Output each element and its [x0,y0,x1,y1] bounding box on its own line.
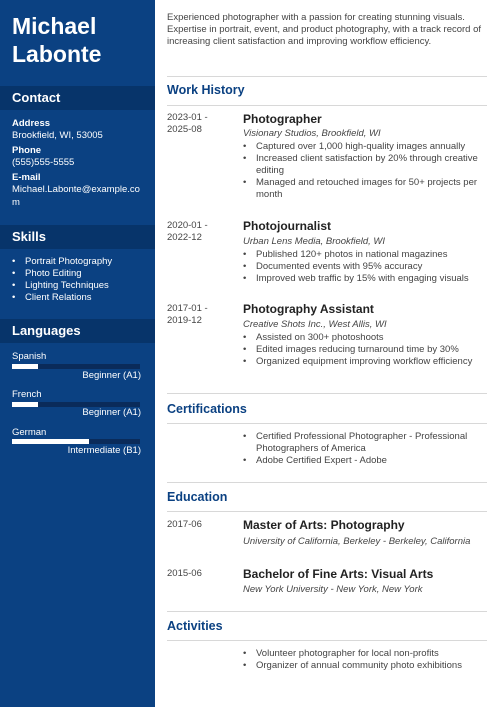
divider [167,611,487,612]
divider [167,482,487,483]
skill-item: • Photo Editing [12,268,112,280]
education-date: 2015-06 [167,568,202,579]
main-content [155,0,500,707]
activities-list [243,648,491,672]
phone-value: (555)555-5555 [12,157,75,168]
language-bar-fill [12,402,38,407]
address-value: Brookfield, WI, 53005 [12,130,103,141]
work-title: Photography Assistant [243,302,374,316]
divider [167,511,487,512]
work-date: 2017-01 - 2019-12 [167,303,208,326]
language-bar-fill [12,439,89,444]
language-name: French [12,389,42,400]
skill-item: • Lighting Techniques [12,280,112,292]
skill-item: • Client Relations [12,292,112,304]
list-item: • Improved web traffic by 15% with engaging visuals [243,273,491,285]
skills-heading: Skills [0,225,155,249]
work-date: 2020-01 - 2022-12 [167,220,208,243]
languages-heading: Languages [0,319,155,343]
email-link[interactable]: Michael.Labonte@example.com [12,184,140,208]
first-name: Michael [12,13,97,39]
education-degree: Master of Arts: Photography [243,518,405,532]
divider [167,105,487,106]
work-bullets [243,332,491,368]
divider [167,640,487,641]
list-item: • Managed and retouched images for 50+ projects per month [243,177,491,201]
list-item: • Assisted on 300+ photoshoots [243,332,491,344]
list-item: • Edited images reducing turnaround time by 30% [243,344,491,356]
list-item: • Captured over 1,000 high-quality images annually [243,141,491,153]
language-bar [12,364,140,369]
certifications-heading: Certifications [167,402,247,416]
list-item: • Organizer of annual community photo exhibitions [243,660,491,672]
work-history-heading: Work History [167,83,245,97]
language-name: Spanish [12,351,47,362]
certifications-list [243,431,491,467]
work-title: Photojournalist [243,219,331,233]
sidebar [0,0,155,707]
candidate-name [12,12,101,68]
work-date: 2023-01 - 2025-08 [167,112,208,135]
language-name: German [12,427,47,438]
list-item: • Organized equipment improving workflow efficiency [243,356,491,368]
list-item: • Adobe Certified Expert - Adobe [243,455,491,467]
list-item: • Volunteer photographer for local non-profits [243,648,491,660]
language-bar-fill [12,364,38,369]
work-company: Urban Lens Media, Brookfield, WI [243,236,386,247]
education-degree: Bachelor of Fine Arts: Visual Arts [243,567,434,581]
language-bar [12,439,140,444]
divider [167,393,487,394]
work-bullets [243,141,491,201]
language-level: Beginner (A1) [82,407,141,418]
work-title: Photographer [243,112,322,126]
address-label: Address [12,118,51,129]
contact-heading: Contact [0,86,155,110]
last-name: Labonte [12,41,102,67]
work-company: Visionary Studios, Brookfield, WI [243,128,381,139]
skills-list [12,256,112,304]
list-item: • Increased client satisfaction by 20% through creative editing [243,153,491,177]
list-item: • Documented events with 95% accuracy [243,261,491,273]
education-school: University of California, Berkeley - Berkeley, California [243,536,471,547]
language-level: Beginner (A1) [82,370,141,381]
email-label: E-mail [12,172,41,183]
activities-heading: Activities [167,619,223,633]
skill-item: • Portrait Photography [12,256,112,268]
work-bullets [243,249,491,285]
list-item: • Published 120+ photos in national magazines [243,249,491,261]
work-company: Creative Shots Inc., West Allis, WI [243,319,387,330]
education-date: 2017-06 [167,519,202,530]
education-heading: Education [167,490,228,504]
divider [167,423,487,424]
divider [167,76,487,77]
language-level: Intermediate (B1) [67,445,141,456]
list-item: • Certified Professional Photographer - Professional Photographers of America [243,431,491,455]
summary-text: Experienced photographer with a passion for creating stunning visuals. Expertise in portrait, event, and product photography, with a track record of increasing client satisfaction and improving workflow efficiency. [167,12,482,47]
education-school: New York University - New York, New York [243,584,423,595]
phone-label: Phone [12,145,42,156]
